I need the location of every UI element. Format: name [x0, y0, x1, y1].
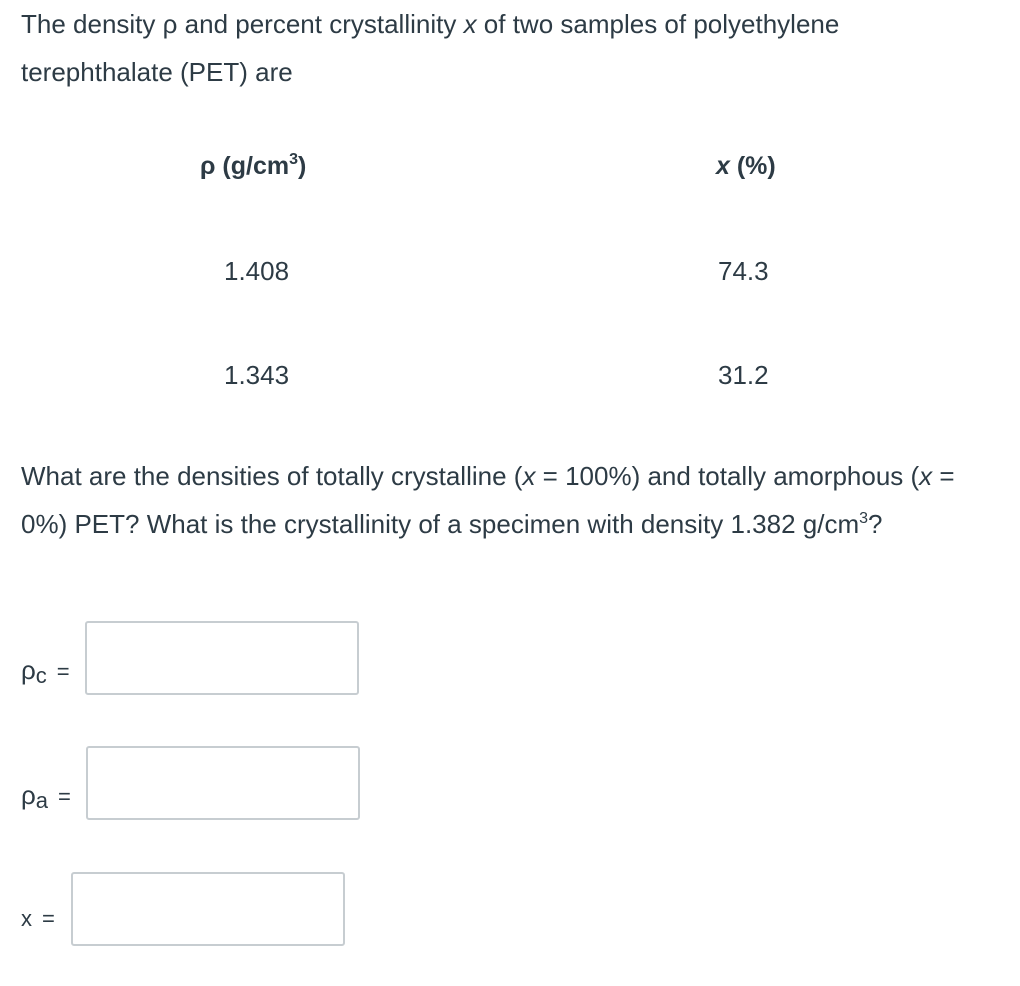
- x-equals: =: [42, 906, 55, 931]
- question-part-4: ?: [868, 509, 883, 539]
- question-part-2: = 100%) and totally amorphous (: [535, 461, 920, 491]
- rho-c-equals: =: [56, 659, 70, 684]
- density-column-header: [200, 152, 306, 181]
- table-cell-crystallinity-row2: 31.2: [718, 360, 769, 390]
- table-cell-density-row2: 1.343: [224, 360, 290, 390]
- x-answer-input[interactable]: [71, 872, 345, 946]
- rho-a-symbol: ρ: [21, 780, 36, 810]
- rho-c-subscript: c: [35, 663, 47, 688]
- rho-a-label: [21, 780, 71, 811]
- rho-c-label: [21, 655, 70, 686]
- rho-a-subscript: a: [35, 788, 49, 813]
- density-header-superscript: 3: [289, 151, 298, 168]
- intro-part-2: and percent crystallinity: [177, 9, 464, 39]
- rho-c-answer-input[interactable]: [85, 621, 359, 695]
- question-part-1: What are the densities of totally crystalline (: [21, 461, 523, 491]
- intro-rho-symbol: ρ: [162, 9, 178, 39]
- table-cell-density-row1: 1.408: [224, 256, 290, 286]
- table-cell-crystallinity-row1: 74.3: [718, 256, 769, 286]
- intro-x-symbol: x: [463, 9, 477, 39]
- density-header-close: ): [298, 152, 307, 180]
- intro-text: [21, 0, 981, 96]
- intro-part-3: of two samples of polyethylene terephthalate (PET) are: [21, 9, 840, 87]
- density-header-label: ρ (g/cm: [200, 152, 290, 180]
- rho-c-symbol: ρ: [21, 655, 36, 685]
- question-superscript: 3: [859, 510, 869, 527]
- rho-a-answer-input[interactable]: [86, 746, 360, 820]
- x-label: [21, 906, 55, 932]
- x-symbol: x: [21, 906, 32, 931]
- crystallinity-header-symbol: x: [716, 152, 730, 180]
- question-text: [21, 452, 1006, 548]
- question-x-symbol-1: x: [522, 461, 536, 491]
- intro-part-1: The density: [21, 9, 163, 39]
- crystallinity-header-unit: (%): [729, 152, 776, 180]
- question-x-symbol-2: x: [919, 461, 933, 491]
- question-part-3: = 0%) PET? What is the crystallinity of a specimen with density 1.382 g/cm: [21, 461, 955, 539]
- rho-a-equals: =: [58, 784, 71, 809]
- crystallinity-column-header: [716, 152, 776, 181]
